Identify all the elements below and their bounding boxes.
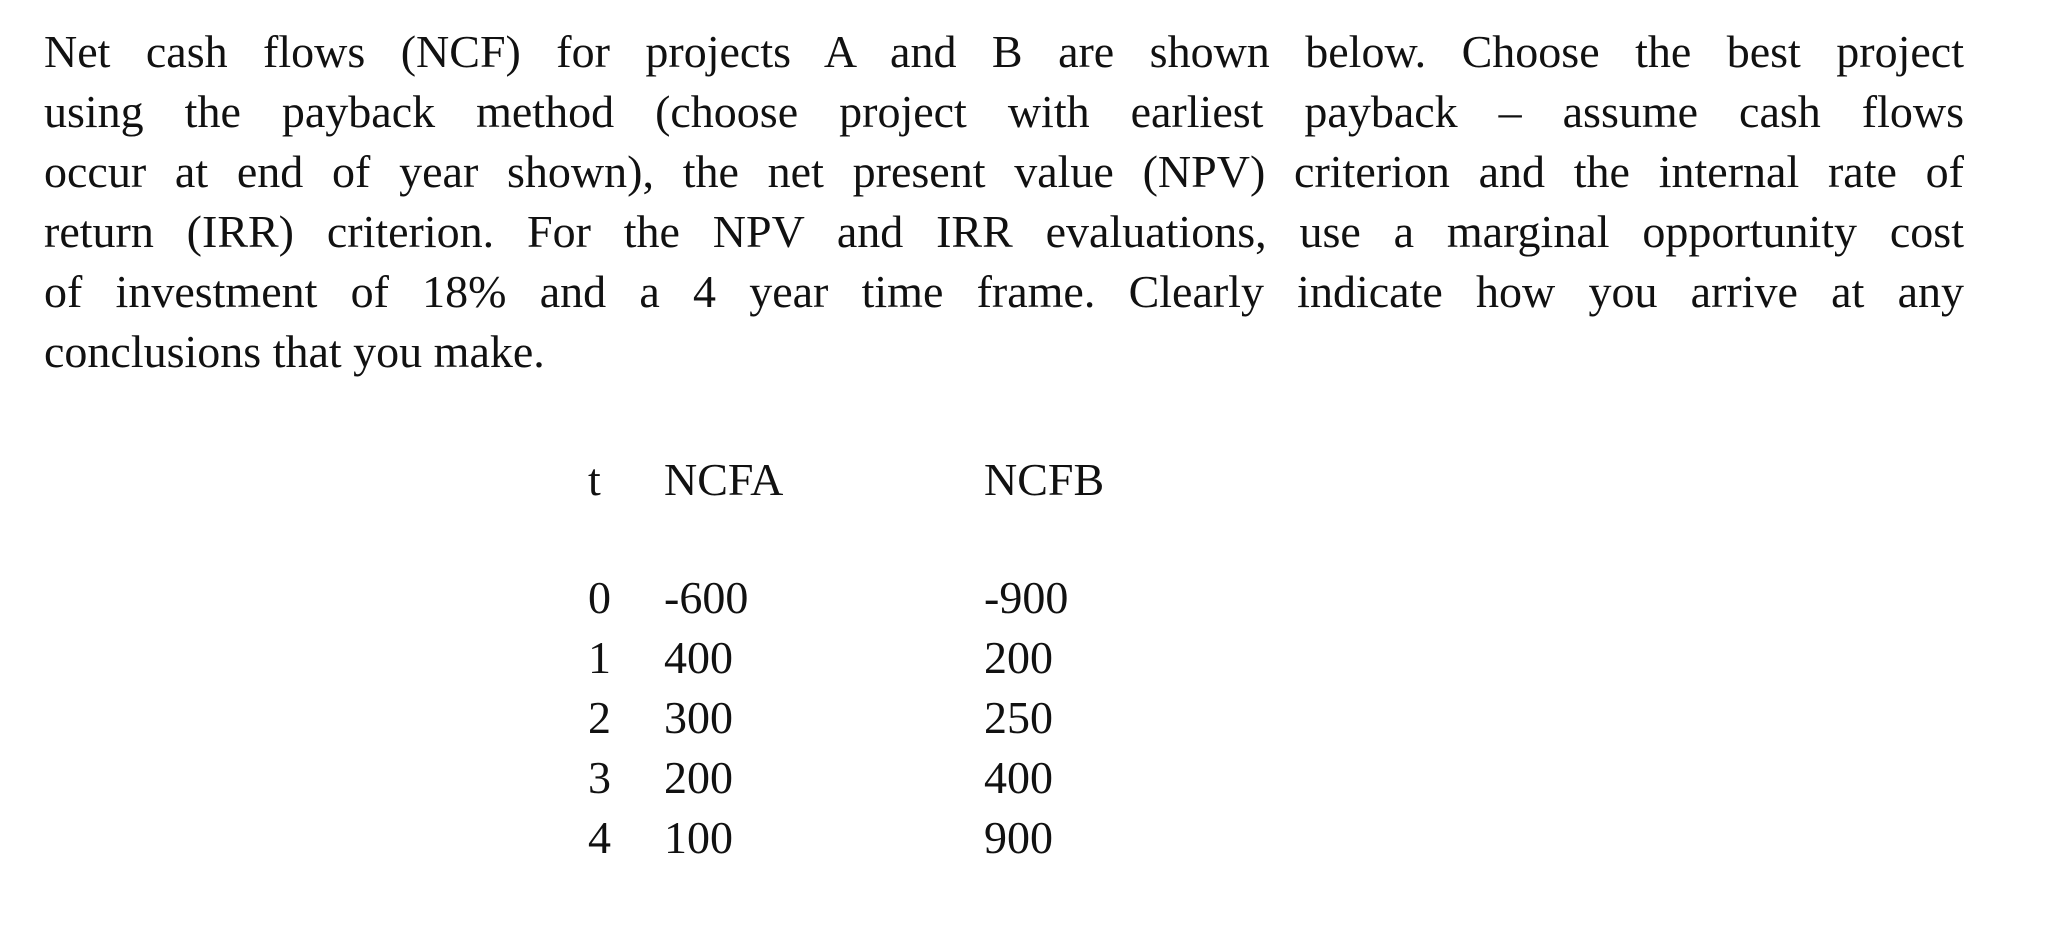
problem-line: Net cash flows (NCF) for projects A and B are shown below. Choose the best project — [44, 26, 1964, 77]
cell-ncfb: 900 — [984, 812, 1053, 863]
table-row — [588, 808, 1184, 868]
problem-line: using the payback method (choose project with earliest payback – assume cash flows — [44, 86, 1964, 137]
cell-ncfa: -600 — [664, 572, 749, 623]
cash-flow-table — [588, 450, 1184, 868]
cell-t: 1 — [588, 632, 611, 683]
cell-ncfb: 400 — [984, 752, 1053, 803]
problem-line: of investment of 18% and a 4 year time frame. Clearly indicate how you arrive at any — [44, 266, 1964, 317]
cell-ncfa: 300 — [664, 692, 733, 743]
problem-line: return (IRR) criterion. For the NPV and IRR evaluations, use a marginal opportunity cost — [44, 206, 1964, 257]
header-t: t — [588, 454, 601, 505]
cell-ncfa: 100 — [664, 812, 733, 863]
header-ncfa: NCFA — [664, 454, 784, 505]
cell-t: 0 — [588, 572, 611, 623]
cell-ncfb: 250 — [984, 692, 1053, 743]
cell-t: 2 — [588, 692, 611, 743]
cell-ncfa: 400 — [664, 632, 733, 683]
cell-ncfb: 200 — [984, 632, 1053, 683]
table-row — [588, 748, 1184, 808]
cell-ncfb: -900 — [984, 572, 1069, 623]
cell-t: 3 — [588, 752, 611, 803]
problem-statement — [44, 22, 1964, 382]
table-row — [588, 628, 1184, 688]
cell-t: 4 — [588, 812, 611, 863]
table-row — [588, 688, 1184, 748]
table-spacer — [588, 510, 1184, 568]
table-row — [588, 568, 1184, 628]
problem-line: occur at end of year shown), the net present value (NPV) criterion and the internal rate of — [44, 146, 1964, 197]
cell-ncfa: 200 — [664, 752, 733, 803]
header-ncfb: NCFB — [984, 454, 1105, 505]
problem-line: conclusions that you make. — [44, 326, 545, 377]
table-header-row — [588, 450, 1184, 510]
